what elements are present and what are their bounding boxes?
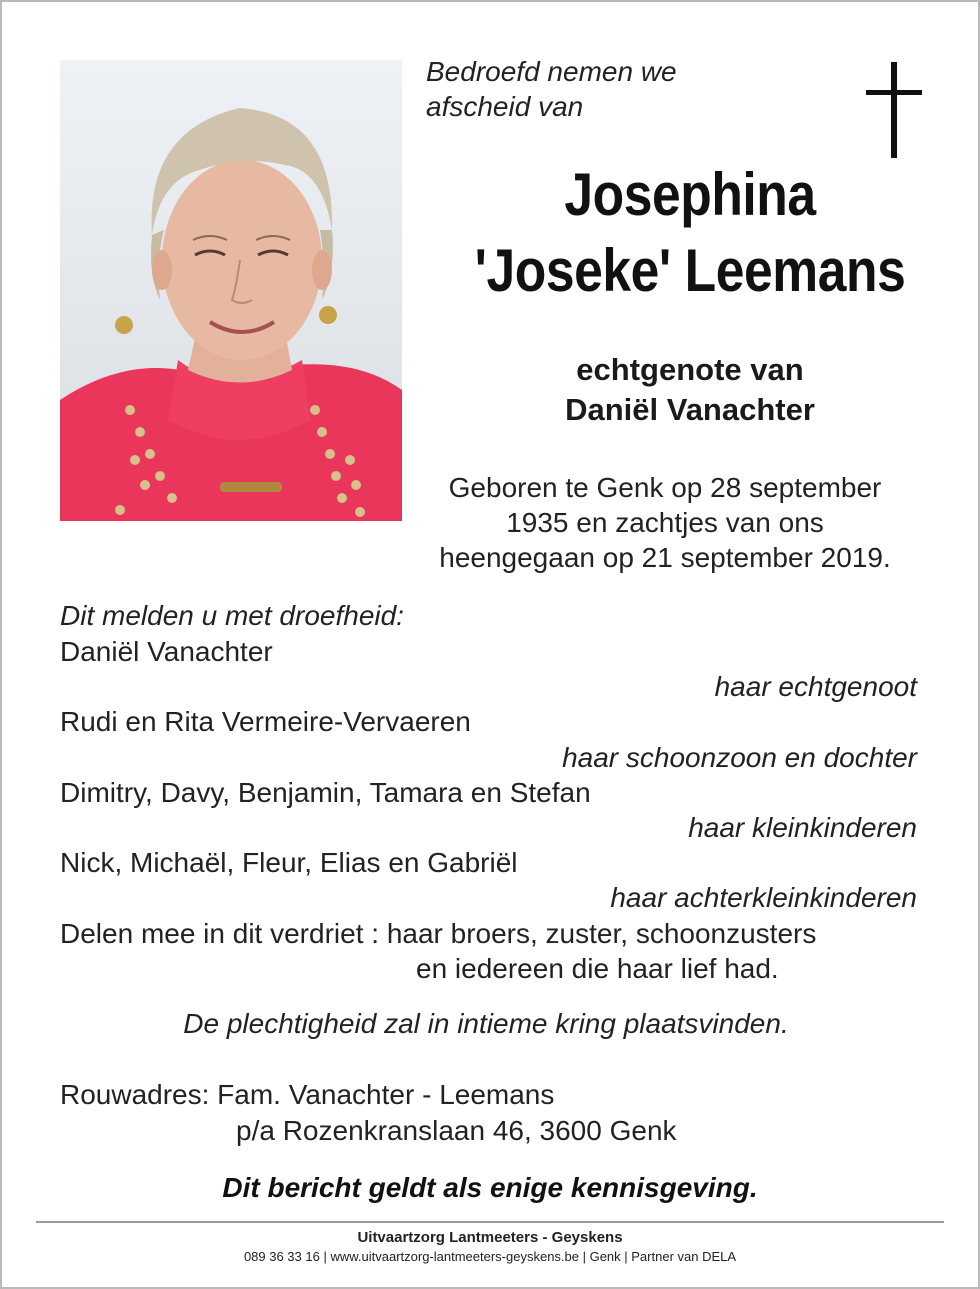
spouse-label: echtgenote van (576, 352, 804, 387)
born-line-3: heengegaan op 21 september 2019. (439, 542, 891, 573)
born-line-1: Geboren te Genk op 28 september (448, 472, 882, 503)
cross-icon (866, 62, 922, 158)
intro-text (426, 54, 677, 124)
closing-statement: Dit bericht geldt als enige kennisgeving. (222, 1172, 758, 1203)
footer-info: 089 36 33 16 | www.uitvaartzorg-lantmeeters-geyskens.be | Genk | Partner van DELA (243, 1249, 737, 1264)
announce-heading: Dit melden u met droefheid: (60, 600, 404, 631)
mourner-names: Rudi en Rita Vermeire-Vervaeren (60, 706, 471, 737)
deceased-first-name: Josephina (564, 161, 816, 228)
portrait-illustration (60, 60, 402, 521)
footer-divider (36, 1221, 944, 1223)
share-line-1: Delen mee in dit verdriet : haar broers, zuster, schoonzusters (60, 918, 817, 949)
born-line-2: 1935 en zachtjes van ons (506, 507, 824, 538)
mourner-names: Daniël Vanachter (60, 636, 273, 667)
address-line-2: p/a Rozenkranslaan 46, 3600 Genk (236, 1115, 677, 1146)
ceremony-note: De plechtigheid zal in intieme kring plaatsvinden. (183, 1008, 789, 1039)
intro-line-1: Bedroefd nemen we (426, 56, 677, 87)
portrait-photo (60, 60, 402, 521)
mourner-relation: haar achterkleinkinderen (610, 882, 917, 913)
intro-line-2: afscheid van (426, 91, 584, 122)
mourner-relation: haar schoonzoon en dochter (562, 742, 917, 773)
spouse-name: Daniël Vanachter (565, 392, 815, 427)
address-line-1: Rouwadres: Fam. Vanachter - Leemans (60, 1079, 555, 1110)
deceased-full-name: 'Joseke' Leemans (474, 237, 906, 304)
mourner-names: Dimitry, Davy, Benjamin, Tamara en Stefan (60, 777, 591, 808)
mourner-names: Nick, Michaël, Fleur, Elias en Gabriël (60, 847, 518, 878)
mourner-relation: haar kleinkinderen (688, 812, 917, 843)
footer-title: Uitvaartzorg Lantmeeters - Geyskens (357, 1229, 623, 1246)
share-line-2: en iedereen die haar lief had. (416, 953, 779, 984)
mourner-relation: haar echtgenoot (714, 671, 917, 702)
